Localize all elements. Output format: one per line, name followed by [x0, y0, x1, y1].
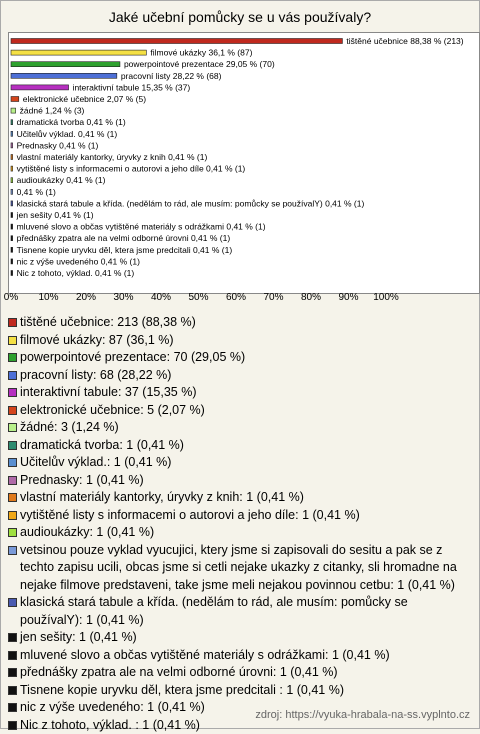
- bar-8: [11, 131, 13, 136]
- legend-item: [8, 489, 472, 507]
- legend-swatch: [8, 686, 17, 695]
- legend-swatch: [8, 423, 17, 432]
- source-text: zdroj: https://vyuka-hrabala-na-ss.vyplnto.cz: [255, 709, 470, 721]
- bar-label-15: jen sešity 0,41 % (1): [16, 210, 94, 220]
- legend-swatch: [8, 406, 17, 415]
- x-tick-label: 40%: [141, 292, 181, 303]
- x-tick-label: 100%: [366, 292, 406, 303]
- x-tick-label: 60%: [216, 292, 256, 303]
- legend-label: audioukázky: 1 (0,41 %): [20, 525, 154, 539]
- bar-0: [11, 39, 342, 44]
- legend-label: Prednasky: 1 (0,41 %): [20, 473, 144, 487]
- x-tick-label: 30%: [104, 292, 144, 303]
- chart-title: Jaké učební pomůcky se u vás používaly?: [0, 9, 480, 25]
- legend-label: klasická stará tabule a křída. (nedělám to rád, ale musím: pomůcky se používalY): 1 (0,41 %): [20, 595, 408, 627]
- bar-7: [11, 120, 13, 125]
- bar-label-12: audioukázky 0,41 % (1): [17, 175, 106, 185]
- bar-label-17: přednášky zpatra ale na velmi odborné úrovni 0,41 % (1): [17, 233, 231, 243]
- legend-swatch: [8, 388, 17, 397]
- legend-item: [8, 367, 472, 385]
- bar-3: [11, 73, 117, 78]
- legend-label: pracovní listy: 68 (28,22 %): [20, 368, 171, 382]
- bar-label-18: Tisnene kopie uryvku děl, ktera jsme predcitali 0,41 % (1): [17, 245, 233, 255]
- bar-label-16: mluvené slovo a občas vytištěné materiály s odrážkami 0,41 % (1): [17, 222, 266, 232]
- legend-swatch: [8, 528, 17, 537]
- legend-label: powerpointové prezentace: 70 (29,05 %): [20, 350, 245, 364]
- legend-item: [8, 349, 472, 367]
- bar-1: [11, 50, 146, 55]
- bar-label-3: pracovní listy 28,22 % (68): [121, 71, 222, 81]
- legend-label: vytištěné listy s informacemi o autorovi a jeho díle: 1 (0,41 %): [20, 508, 360, 522]
- bar-label-1: filmové ukázky 36,1 % (87): [150, 48, 252, 58]
- x-tick-label: 90%: [329, 292, 369, 303]
- bar-10: [11, 155, 13, 160]
- bar-label-0: tištěné učebnice 88,38 % (213): [346, 36, 463, 46]
- legend-item: [8, 594, 472, 629]
- legend-label: Nic z tohoto, výklad. : 1 (0,41 %): [20, 718, 200, 732]
- bar-label-9: Prednasky 0,41 % (1): [17, 140, 99, 150]
- legend-label: filmové ukázky: 87 (36,1 %): [20, 333, 174, 347]
- bar-12: [11, 178, 13, 183]
- legend-swatch: [8, 371, 17, 380]
- bar-label-5: elektronické učebnice 2,07 % (5): [23, 94, 146, 104]
- legend-label: jen sešity: 1 (0,41 %): [20, 630, 137, 644]
- legend-swatch: [8, 668, 17, 677]
- bar-5: [11, 97, 19, 102]
- legend-item: [8, 332, 472, 350]
- legend-swatch: [8, 511, 17, 520]
- bar-18: [11, 247, 13, 252]
- bar-6: [11, 108, 16, 113]
- legend-label: mluvené slovo a občas vytištěné materiály s odrážkami: 1 (0,41 %): [20, 648, 390, 662]
- legend-item: [8, 524, 472, 542]
- legend-swatch: [8, 651, 17, 660]
- bar-4: [11, 85, 69, 90]
- x-tick-label: 0%: [0, 292, 31, 303]
- legend-item: [8, 542, 472, 595]
- legend-swatch: [8, 441, 17, 450]
- legend: [8, 314, 472, 734]
- legend-swatch: [8, 476, 17, 485]
- legend-swatch: [8, 318, 17, 327]
- bar-label-11: vytištěné listy s informacemi o autorovi a jeho díle 0,41 % (1): [17, 164, 246, 174]
- legend-label: interaktivní tabule: 37 (15,35 %): [20, 385, 197, 399]
- bar-13: [11, 189, 13, 194]
- x-tick-label: 20%: [66, 292, 106, 303]
- bar-label-8: Učitelův výklad. 0,41 % (1): [17, 129, 118, 139]
- bar-11: [11, 166, 13, 171]
- legend-label: nic z výše uvedeného: 1 (0,41 %): [20, 700, 205, 714]
- x-axis-ticks: [0, 292, 480, 308]
- x-tick-label: 80%: [291, 292, 331, 303]
- legend-item: [8, 682, 472, 700]
- legend-label: Tisnene kopie uryvku děl, ktera jsme predcitali : 1 (0,41 %): [20, 683, 344, 697]
- bar-16: [11, 224, 13, 229]
- bar-label-6: žádné 1,24 % (3): [20, 106, 85, 116]
- legend-label: žádné: 3 (1,24 %): [20, 420, 119, 434]
- bar-label-7: dramatická tvorba 0,41 % (1): [17, 117, 126, 127]
- legend-label: tištěné učebnice: 213 (88,38 %): [20, 315, 196, 329]
- legend-label: elektronické učebnice: 5 (2,07 %): [20, 403, 205, 417]
- bar-label-13: 0,41 % (1): [17, 187, 56, 197]
- legend-item: [8, 402, 472, 420]
- bar-label-14: klasická stará tabule a křída. (nedělám to rád, ale musím: pomůcky se používalY) 0,41 % (1): [17, 198, 365, 208]
- legend-item: [8, 472, 472, 490]
- x-tick-label: 10%: [29, 292, 69, 303]
- legend-item: [8, 419, 472, 437]
- bar-label-2: powerpointové prezentace 29,05 % (70): [124, 59, 275, 69]
- bar-14: [11, 201, 13, 206]
- legend-label: vetsinou pouze vyklad vyucujici, ktery jsme si zapisovali do sesitu a pak se z techto zapisu ucili, obcas jsme si cetli nejake ukazky z citanky, sli hromadne na nejake filmove predstaveni, take jsme meli nejakou povinnou cetbu: 1 (0,41 %): [20, 543, 457, 592]
- legend-swatch: [8, 703, 17, 712]
- legend-item: [8, 647, 472, 665]
- bar-label-19: nic z výše uvedeného 0,41 % (1): [17, 256, 140, 266]
- bar-15: [11, 213, 13, 218]
- bar-label-4: interaktivní tabule 15,35 % (37): [73, 82, 191, 92]
- legend-swatch: [8, 458, 17, 467]
- bar-2: [11, 62, 120, 67]
- x-tick-label: 50%: [179, 292, 219, 303]
- legend-item: [8, 384, 472, 402]
- legend-item: [8, 629, 472, 647]
- legend-swatch: [8, 546, 17, 555]
- legend-swatch: [8, 633, 17, 642]
- bar-20: [11, 271, 13, 276]
- legend-label: vlastní materiály kantorky, úryvky z knih: 1 (0,41 %): [20, 490, 304, 504]
- bar-17: [11, 236, 13, 241]
- legend-swatch: [8, 336, 17, 345]
- legend-item: [8, 507, 472, 525]
- legend-item: [8, 314, 472, 332]
- x-tick-label: 70%: [254, 292, 294, 303]
- bar-19: [11, 259, 13, 264]
- legend-label: dramatická tvorba: 1 (0,41 %): [20, 438, 184, 452]
- bar-9: [11, 143, 13, 148]
- bar-chart: [8, 32, 478, 292]
- legend-item: [8, 454, 472, 472]
- legend-swatch: [8, 493, 17, 502]
- legend-item: [8, 664, 472, 682]
- legend-label: Učitelův výklad.: 1 (0,41 %): [20, 455, 171, 469]
- legend-swatch: [8, 353, 17, 362]
- legend-swatch: [8, 721, 17, 730]
- legend-label: přednášky zpatra ale na velmi odborné úrovni: 1 (0,41 %): [20, 665, 338, 679]
- bar-label-10: vlastní materiály kantorky, úryvky z knih 0,41 % (1): [17, 152, 208, 162]
- bar-label-20: Nic z tohoto, výklad. 0,41 % (1): [17, 268, 135, 278]
- legend-item: [8, 437, 472, 455]
- legend-swatch: [8, 598, 17, 607]
